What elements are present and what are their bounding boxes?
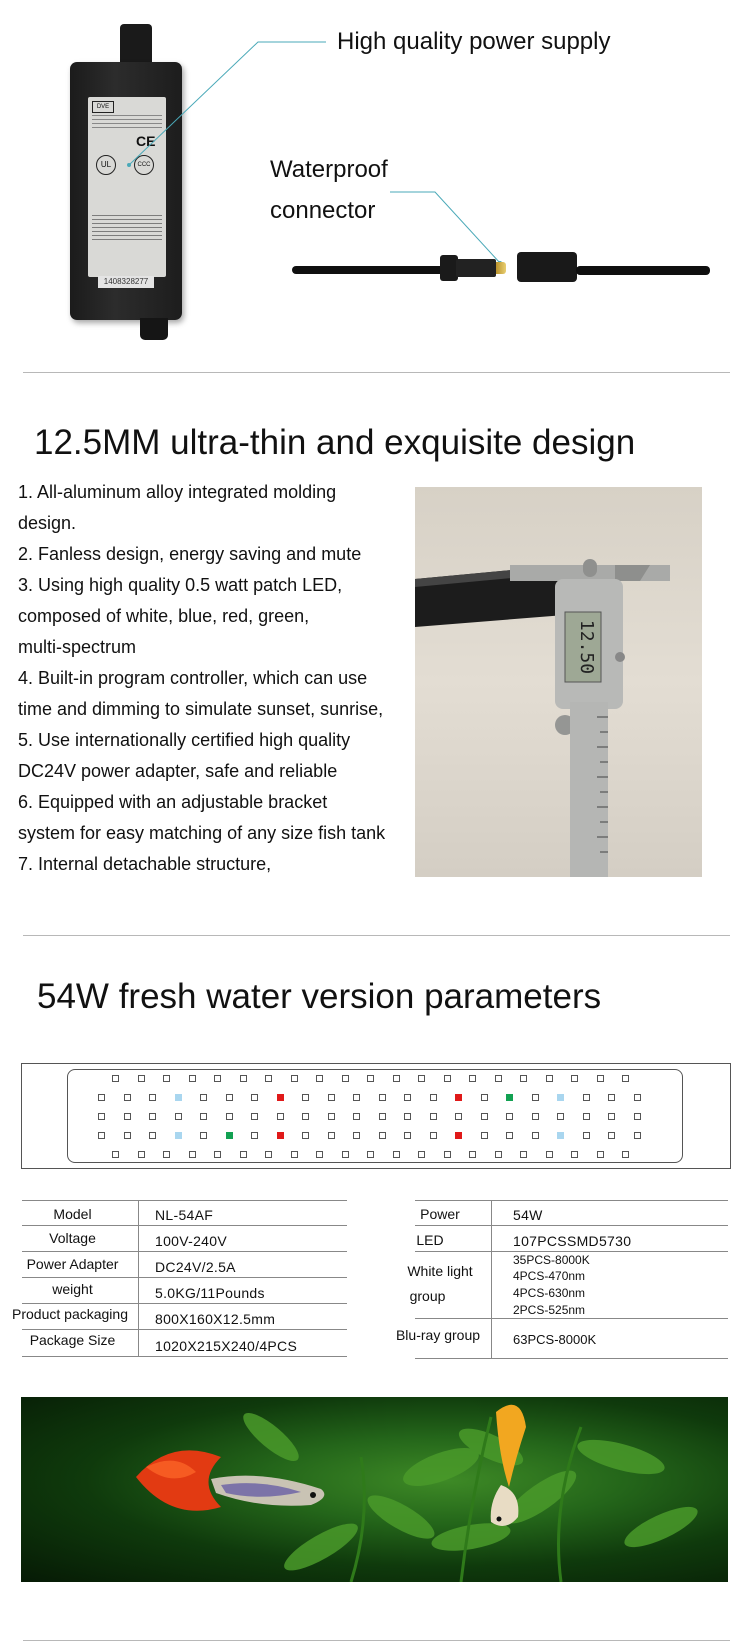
caliper-reading: 12.50 bbox=[576, 619, 597, 675]
spec-label-power-adapter: Power Adapter bbox=[26, 1256, 119, 1272]
caliper-measurement-photo bbox=[415, 487, 702, 877]
connector-male-body bbox=[456, 259, 496, 277]
feature-line: 3. Using high quality 0.5 watt patch LED, bbox=[18, 575, 343, 595]
feature-line: DC24V power adapter, safe and reliable bbox=[18, 761, 338, 781]
spec-value-white-2: 4PCS-470nm bbox=[513, 1269, 586, 1283]
spec-label-white-light-group: group bbox=[409, 1288, 446, 1304]
section-title-parameters: 54W fresh water version parameters bbox=[37, 977, 602, 1016]
spec-value-package-size: 1020X215X240/4PCS bbox=[155, 1338, 298, 1354]
spec-value-power-adapter: DC24V/2.5A bbox=[155, 1259, 236, 1275]
feature-line: system for easy matching of any size fish tank bbox=[18, 823, 386, 843]
spec-label-power: Power bbox=[420, 1206, 460, 1222]
spec-rule bbox=[22, 1356, 347, 1357]
feature-line: time and dimming to simulate sunset, sunrise, bbox=[18, 699, 384, 719]
adapter-cable-bottom bbox=[140, 318, 168, 340]
aquarium-illustration bbox=[21, 1397, 728, 1582]
spec-value-bluray: 63PCS-8000K bbox=[513, 1332, 597, 1347]
spec-rule bbox=[22, 1225, 347, 1226]
callout-waterproof-line1: Waterproof bbox=[270, 156, 388, 183]
ce-mark-icon: CE bbox=[136, 133, 156, 149]
dc-cable-right bbox=[576, 266, 710, 275]
feature-line: 5. Use internationally certified high quality bbox=[18, 730, 351, 750]
caliper-illustration bbox=[415, 487, 702, 877]
spec-rule bbox=[22, 1303, 347, 1304]
guppy-aquarium-photo bbox=[21, 1397, 728, 1582]
section-divider-2 bbox=[23, 935, 730, 936]
callout-dot-power bbox=[127, 163, 131, 167]
spec-label-bluray: Blu-ray group bbox=[395, 1327, 481, 1343]
callout-line-power bbox=[129, 42, 326, 165]
spec-value-led: 107PCSSMD5730 bbox=[513, 1233, 632, 1249]
spec-value-white-3: 4PCS-630nm bbox=[513, 1286, 586, 1300]
spec-label-white-light: White light bbox=[407, 1263, 473, 1279]
spec-value-weight: 5.0KG/11Pounds bbox=[155, 1285, 265, 1301]
section-title-design: 12.5MM ultra-thin and exquisite design bbox=[34, 423, 636, 462]
spec-label-model: Model bbox=[53, 1206, 92, 1222]
feature-line: 7. Internal detachable structure, bbox=[18, 854, 272, 874]
spec-value-white-1: 35PCS-8000K bbox=[513, 1253, 590, 1267]
spec-rule bbox=[22, 1251, 347, 1252]
spec-rule bbox=[22, 1277, 347, 1278]
spec-label-package-size: Package Size bbox=[29, 1332, 116, 1348]
ul-mark-icon: UL bbox=[96, 155, 116, 175]
feature-line: 1. All-aluminum alloy integrated molding bbox=[18, 482, 337, 502]
feature-list bbox=[18, 477, 385, 880]
ccc-mark-icon: CCC bbox=[134, 155, 154, 175]
feature-line: multi-spectrum bbox=[18, 637, 137, 657]
section-divider-3 bbox=[23, 1640, 730, 1641]
spec-label-weight: weight bbox=[52, 1281, 93, 1297]
callout-waterproof-line2: connector bbox=[270, 197, 376, 224]
spec-rule bbox=[415, 1358, 728, 1359]
spec-value-power: 54W bbox=[513, 1207, 543, 1223]
feature-line: 6. Equipped with an adjustable bracket bbox=[18, 792, 328, 812]
spec-rule bbox=[415, 1200, 728, 1201]
led-board-inner bbox=[67, 1069, 683, 1163]
connector-female bbox=[517, 252, 577, 282]
feature-line: 4. Built-in program controller, which can use bbox=[18, 668, 368, 688]
feature-line: design. bbox=[18, 513, 77, 533]
spec-rule bbox=[415, 1318, 728, 1319]
spec-value-model: NL-54AF bbox=[155, 1207, 214, 1223]
spec-column-divider bbox=[138, 1200, 139, 1356]
spec-rule bbox=[22, 1329, 347, 1330]
feature-line: 2. Fanless design, energy saving and mute bbox=[18, 544, 362, 564]
spec-label-product-packaging: Product packaging bbox=[12, 1306, 128, 1322]
spec-value-product-packaging: 800X160X12.5mm bbox=[155, 1311, 276, 1327]
connector-pin bbox=[496, 262, 506, 274]
adapter-brand-logo: DVE bbox=[92, 101, 114, 113]
adapter-serial: 1408328277 bbox=[98, 276, 154, 288]
feature-line: composed of white, blue, red, green, bbox=[18, 606, 310, 626]
callout-power-supply: High quality power supply bbox=[337, 28, 611, 55]
spec-rule bbox=[415, 1225, 728, 1226]
spec-label-voltage: Voltage bbox=[49, 1230, 96, 1246]
dc-cable-left bbox=[292, 266, 447, 274]
spec-rule bbox=[22, 1200, 347, 1201]
spec-value-voltage: 100V-240V bbox=[155, 1233, 227, 1249]
spec-value-white-4: 2PCS-525nm bbox=[513, 1303, 586, 1317]
section-divider-1 bbox=[23, 372, 730, 373]
callout-line-waterproof bbox=[390, 192, 500, 263]
spec-label-led: LED bbox=[416, 1232, 444, 1248]
